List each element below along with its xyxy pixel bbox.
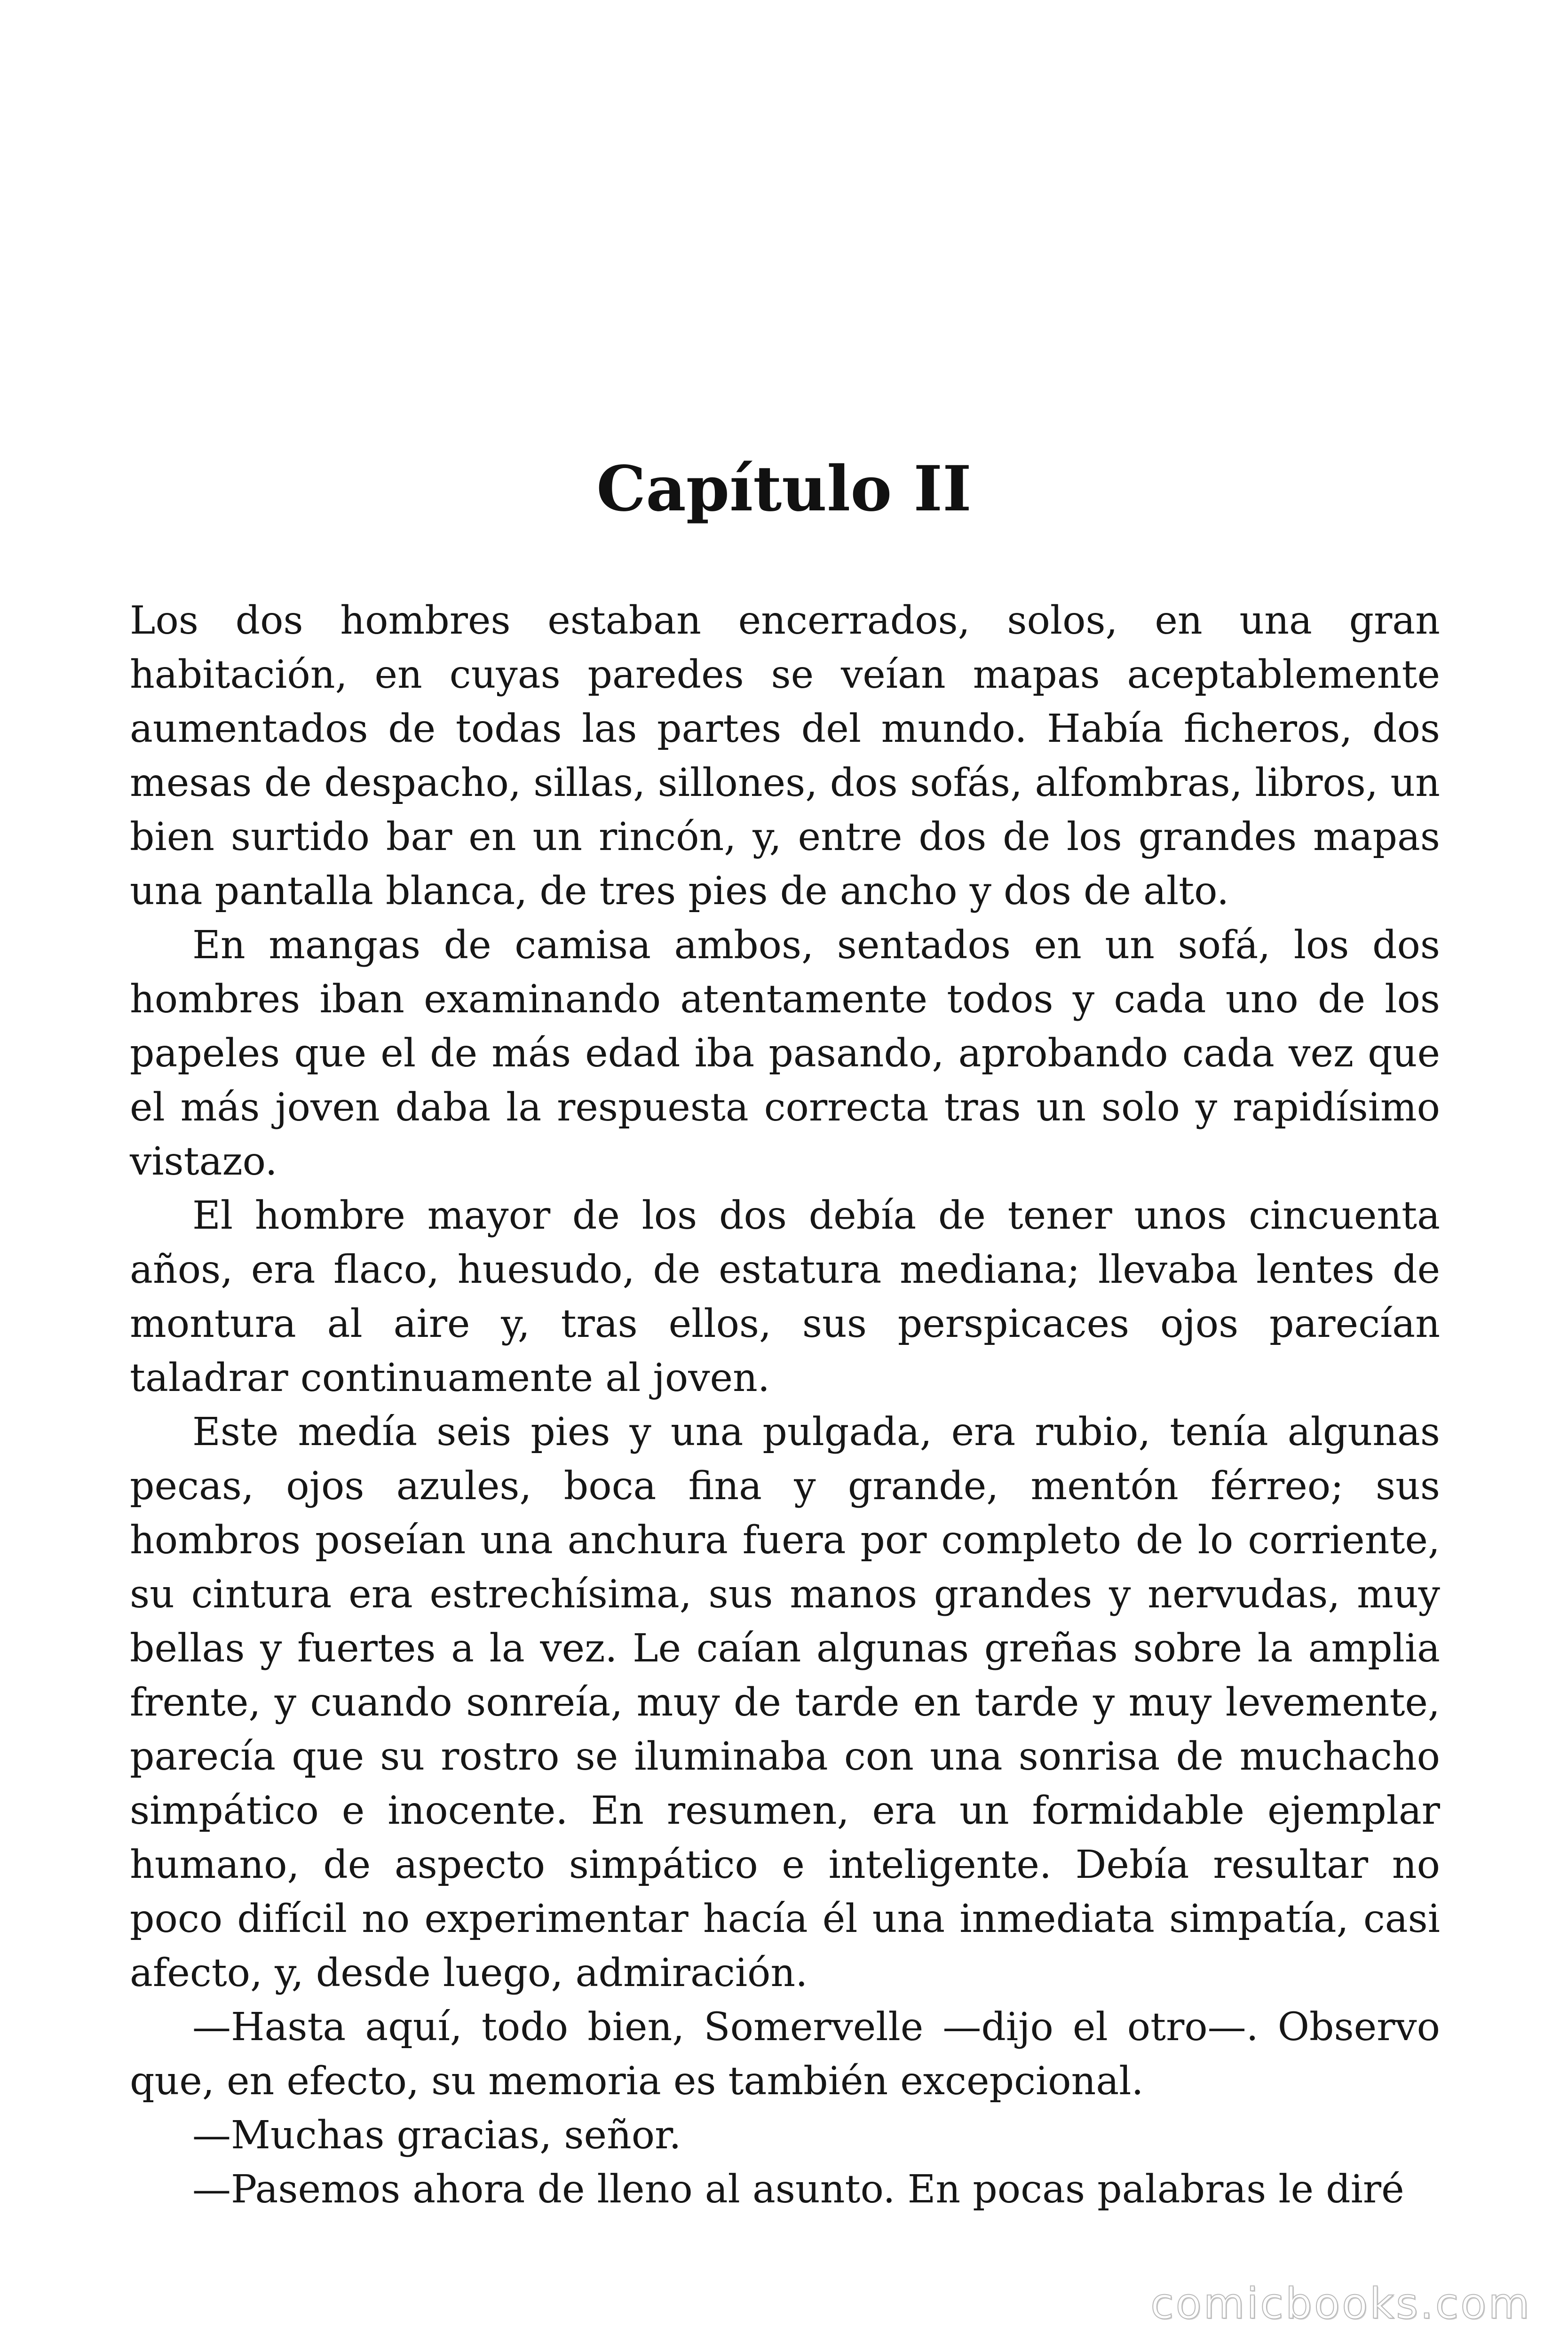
chapter-body bbox=[130, 594, 1440, 2217]
paragraph: El hombre mayor de los dos debía de tener unos cincuenta años, era flaco, huesudo, de estatura mediana; llevaba lentes de montura al aire y, tras ellos, sus perspicaces ojos parecían taladrar continuamente al joven. bbox=[130, 1193, 1440, 1400]
chapter-title: Capítulo II bbox=[596, 453, 972, 525]
paragraph: Los dos hombres estaban encerrados, solos, en una gran habitación, en cuyas paredes se veían mapas aceptablemente aumentados de todas las partes del mundo. Había ficheros, dos mesas de despacho, sillas, sillones, dos sofás, alfombras, libros, un bien surtido bar en un rincón, y, entre dos de los grandes mapas una pantalla blanca, de tres pies de ancho y dos de alto. bbox=[130, 598, 1440, 914]
dialogue-paragraph: —Muchas gracias, señor. bbox=[192, 2113, 681, 2158]
watermark: comicbooks.com bbox=[1150, 2279, 1531, 2328]
dialogue-paragraph: —Hasta aquí, todo bien, Somervelle —dijo el otro—. Observo que, en efecto, su memoria es también excepcional. bbox=[130, 2005, 1440, 2104]
paragraph: En mangas de camisa ambos, sentados en un sofá, los dos hombres iban examinando atentamente todos y cada uno de los papeles que el de más edad iba pasando, aprobando cada vez que el más joven daba la respuesta correcta tras un solo y rapidísimo vistazo. bbox=[130, 923, 1440, 1184]
paragraph: Este medía seis pies y una pulgada, era rubio, tenía algunas pecas, ojos azules, boca fina y grande, mentón férreo; sus hombros poseían una anchura fuera por completo de lo corriente, su cintura era estrechísima, sus manos grandes y nervudas, muy bellas y fuertes a la vez. Le caían algunas greñas sobre la amplia frente, y cuando sonreía, muy de tarde en tarde y muy levemente, parecía que su rostro se iluminaba con una sonrisa de muchacho simpático e inocente. En resumen, era un formidable ejemplar humano, de aspecto simpático e inteligente. Debía resultar no poco difícil no experimentar hacía él una inmediata simpatía, casi afecto, y, desde luego, admiración. bbox=[130, 1410, 1440, 1995]
dialogue-paragraph: —Pasemos ahora de lleno al asunto. En pocas palabras le diré bbox=[192, 2167, 1404, 2212]
